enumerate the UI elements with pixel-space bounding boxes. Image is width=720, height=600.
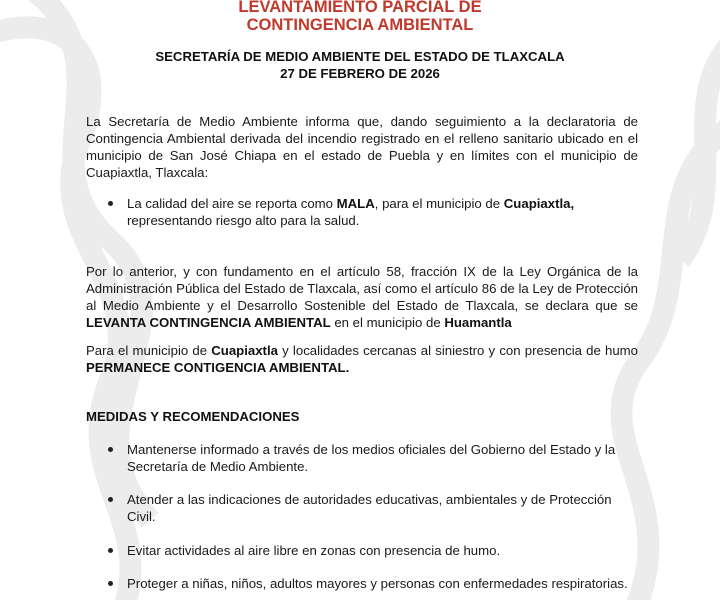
remaining-contingency-paragraph: Para el municipio de Cuapiaxtla y localidades cercanas al siniestro y con presencia de humo PERMANECE CONTIGENCIA AMBIENTAL. — [86, 343, 638, 375]
municipality-name: Cuapiaxtla, — [503, 196, 575, 211]
bullet-dot — [108, 581, 113, 586]
lifted-contingency-statement: LEVANTA CONTINGENCIA AMBIENTAL — [86, 315, 331, 330]
measure-text: Evitar actividades al aire libre en zonas con presencia de humo. — [127, 543, 501, 558]
document-title-line-2: CONTINGENCIA AMBIENTAL — [246, 16, 474, 34]
lifted-municipality: Huamantla — [444, 315, 512, 330]
measure-text: Mantenerse informado a través de los medios oficiales del Gobierno del Estado y la Secretaría de Medio Ambiente. — [127, 442, 616, 474]
issuing-agency: SECRETARÍA DE MEDIO AMBIENTE DEL ESTADO DE TLAXCALA — [155, 49, 565, 64]
air-quality-level: MALA — [336, 196, 375, 211]
bullet-dot — [108, 447, 113, 452]
measures-heading: MEDIDAS Y RECOMENDACIONES — [86, 409, 300, 424]
document-title-line-1: LEVANTAMIENTO PARCIAL DE — [238, 0, 482, 16]
intro-paragraph: La Secretaría de Medio Ambiente informa que, dando seguimiento a la declaratoria de Contingencia Ambiental derivada del incendio registrado en el relleno sanitario ubicado en el municipio de San José Chiapa en el estado de Puebla y en límites con el municipio de Cuapiaxtla, Tlaxcala: — [86, 114, 638, 180]
bullet-dot — [108, 548, 113, 553]
bullet-dot — [108, 497, 113, 502]
bullet-dot — [108, 201, 113, 206]
measure-text: Proteger a niñas, niños, adultos mayores y personas con enfermedades respiratorias. — [127, 576, 628, 591]
legal-basis-paragraph: Por lo anterior, y con fundamento en el artículo 58, fracción IX de la Ley Orgánica de la Administración Pública del Estado de Tlaxcala, así como el artículo 86 de la Ley de Protección al Medio Ambiente y el Desarrollo Sostenible del Estado de Tlaxcala, se declara que se LEVANTA CONTINGENCIA AMBIENTAL en el municipio de Huamantla — [86, 264, 638, 330]
air-quality-text: La calidad del aire se reporta como MALA, para el municipio de Cuapiaxtla, representando riesgo alto para la salud. — [127, 196, 575, 228]
contingency-remains-statement: PERMANECE CONTIGENCIA AMBIENTAL. — [86, 360, 350, 375]
measure-text: Atender a las indicaciones de autoridades educativas, ambientales y de Protección Civil. — [127, 492, 612, 524]
document-date: 27 DE FEBRERO DE 2026 — [280, 66, 440, 81]
affected-municipality: Cuapiaxtla — [211, 343, 278, 358]
